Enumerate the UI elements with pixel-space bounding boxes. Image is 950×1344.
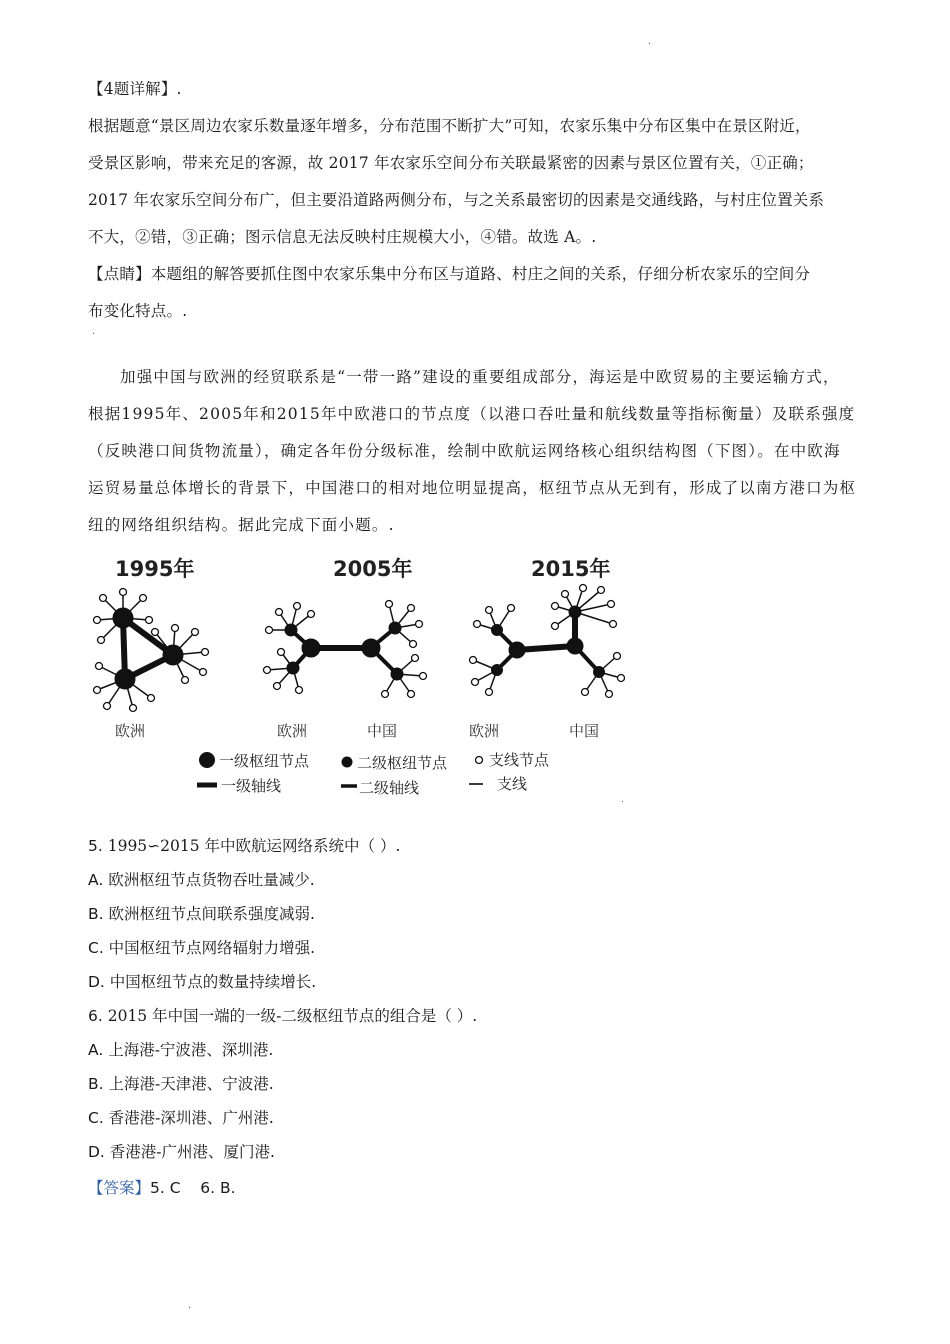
page-bottom-mark: . bbox=[188, 1300, 192, 1311]
primary-node-legend-icon bbox=[199, 752, 215, 768]
legend-primary-axis: 一级轴线 bbox=[221, 777, 282, 795]
year-label-2005: 2005年 bbox=[333, 557, 413, 581]
passage-line: 运贸易量总体增长的背景下，中国港口的相对地位明显提高，枢纽节点从无到有，形成了以南方港口为枢 bbox=[88, 479, 857, 497]
network-1995 bbox=[94, 589, 209, 712]
question-stem: 2015 年中国一端的一级-二级枢纽节点的组合是（ ）. bbox=[102, 1007, 478, 1025]
passage-line: 纽的网络组织结构。据此完成下面小题。. bbox=[88, 516, 395, 534]
option-d bbox=[88, 970, 316, 992]
option-text: 香港港-广州港、厦门港. bbox=[104, 1143, 275, 1161]
option-c bbox=[88, 1106, 274, 1128]
passage-line: 根据1995年、2005年和2015年中欧港口的节点度（以港口吞吐量和航线数量等指标衡量）及联系强度 bbox=[88, 405, 856, 423]
option-letter: C. bbox=[88, 939, 104, 957]
option-b bbox=[88, 902, 315, 924]
legend-secondary-axis: 二级轴线 bbox=[359, 779, 420, 797]
option-c bbox=[88, 936, 315, 958]
question-number: 6. bbox=[88, 1007, 103, 1025]
legend-branch-node: 支线节点 bbox=[489, 751, 550, 769]
option-text: 欧洲枢纽节点间联系强度减弱. bbox=[103, 905, 315, 923]
region-label-china: 中国 bbox=[367, 722, 398, 740]
comment-line: 【点睛】本题组的解答要抓住图中农家乐集中分布区与道路、村庄之间的关系，仔细分析农家乐的空间分 bbox=[88, 265, 811, 283]
passage-line: （反映港口间货物流量），确定各年份分级标准，绘制中欧航运网络核心组织结构图（下图）。在中欧海 bbox=[88, 442, 841, 460]
question-number: 5. bbox=[88, 837, 103, 855]
region-label-europe: 欧洲 bbox=[277, 722, 308, 740]
explanation-heading: 【4题详解】. bbox=[88, 80, 182, 98]
option-text: 中国枢纽节点网络辐射力增强. bbox=[103, 939, 316, 957]
region-label-europe: 欧洲 bbox=[469, 722, 500, 740]
explanation-line: 2017 年农家乐空间分布广，但主要沿道路两侧分布，与之关系最密切的因素是交通线路，与村庄位置关系 bbox=[88, 191, 825, 209]
option-a bbox=[88, 1038, 273, 1060]
secondary-node-legend-icon bbox=[342, 757, 353, 768]
region-label-china: 中国 bbox=[569, 722, 600, 740]
legend-secondary-node: 二级枢纽节点 bbox=[357, 754, 448, 772]
legend-branch-line: 支线 bbox=[497, 775, 528, 793]
explanation-line: 不大，②错，③正确；图示信息无法反映村庄规模大小，④错。故选 A。. bbox=[88, 228, 597, 246]
separator-mark: . bbox=[92, 326, 96, 337]
option-text: 中国枢纽节点的数量持续增长. bbox=[104, 973, 317, 991]
option-letter: C. bbox=[88, 1109, 104, 1127]
option-b bbox=[88, 1072, 274, 1094]
page-top-mark: . bbox=[648, 36, 652, 47]
network-2005 bbox=[264, 601, 427, 698]
branch-node-legend-icon bbox=[476, 757, 483, 764]
passage-line: 加强中国与欧洲的经贸联系是“一带一路”建设的重要组成部分，海运是中欧贸易的主要运输方式， bbox=[120, 368, 840, 386]
option-letter: D. bbox=[88, 1143, 105, 1161]
option-d bbox=[88, 1140, 275, 1162]
answer-tag: 【答案】 bbox=[88, 1179, 151, 1197]
network-2015 bbox=[470, 585, 625, 698]
figure-after-mark: . bbox=[621, 795, 624, 804]
year-label-2015: 2015年 bbox=[531, 557, 611, 581]
option-letter: B. bbox=[88, 1075, 104, 1093]
question-stem: 1995∽2015 年中欧航运网络系统中（ ）. bbox=[102, 837, 401, 855]
question-6 bbox=[88, 1004, 477, 1026]
year-label-1995: 1995年 bbox=[115, 557, 195, 581]
legend-primary-node: 一级枢纽节点 bbox=[219, 752, 310, 770]
region-label-europe: 欧洲 bbox=[115, 722, 146, 740]
option-a bbox=[88, 868, 315, 890]
option-text: 上海港-天津港、宁波港. bbox=[103, 1075, 274, 1093]
option-letter: A. bbox=[88, 871, 104, 889]
network-structure-figure bbox=[85, 548, 625, 804]
comment-line: 布变化特点。. bbox=[88, 302, 188, 320]
explanation-line: 受景区影响，带来充足的客源，故 2017 年农家乐空间分布关联最紧密的因素与景区位置有关，①正确； bbox=[88, 154, 814, 172]
option-text: 上海港-宁波港、深圳港. bbox=[103, 1041, 274, 1059]
answer-value: 5. C 6. B. bbox=[150, 1179, 236, 1197]
question-5 bbox=[88, 834, 400, 856]
explanation-line: 根据题意“景区周边农家乐数量逐年增多，分布范围不断扩大”可知，农家乐集中分布区集中在景区附近， bbox=[88, 117, 811, 135]
option-text: 欧洲枢纽节点货物吞吐量减少. bbox=[103, 871, 315, 889]
option-text: 香港港-深圳港、广州港. bbox=[103, 1109, 274, 1127]
option-letter: B. bbox=[88, 905, 104, 923]
option-letter: D. bbox=[88, 973, 105, 991]
answer-line bbox=[88, 1176, 236, 1198]
option-letter: A. bbox=[88, 1041, 104, 1059]
figure-legend bbox=[197, 751, 550, 797]
